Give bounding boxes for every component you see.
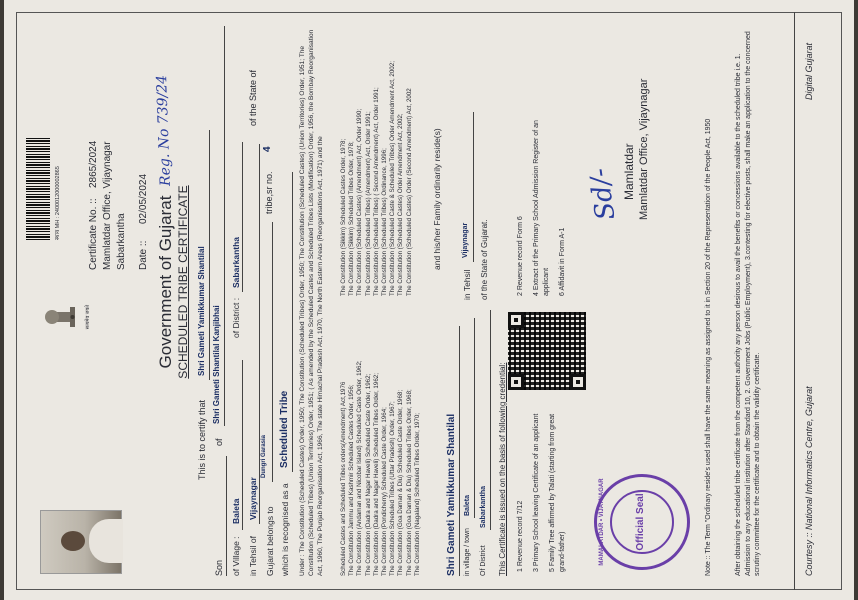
tribe-sr-value: 4: [262, 146, 273, 152]
barcode-text: स्थाय MH : 2400012000002865: [55, 166, 61, 240]
order-left: The Constitution (Dadra and Nagar Haveli) Scheduled Caste Order, 1962;: [364, 373, 372, 576]
certificate-no: 2865/2024: [88, 140, 99, 188]
of-state: of the State of Gujarat.: [480, 219, 489, 300]
government-heading: Government of Gujarat: [156, 195, 175, 369]
orders-right-list: [340, 20, 414, 296]
barcode: [26, 136, 50, 240]
son-label: Son: [214, 559, 224, 576]
person-name: Shri Gameti Yamikkumar Shantilal: [197, 246, 206, 376]
order-right: The Constitution (Scheduled Castes) Order (Second Amendment) Act, 2002: [405, 88, 413, 296]
rotated-document: [4, 0, 854, 600]
certify-prefix: This is to certify that: [197, 399, 207, 480]
note-text: Note :: The Term "Ordinary reside's used shall have the same meaning as assigned to it in Section 20 of the Representation of the People Act, 1950: [705, 118, 712, 576]
certificate-no-label: Certificate No. ::: [88, 198, 99, 270]
order-left: The Constitution (Pondicherry) Scheduled Caste Order, 1964;: [381, 407, 389, 576]
gujarat-belongs: Gujarat belongs to: [265, 506, 275, 576]
credential-item: 4 Extract of the Primary School Admission Register of an applicant: [533, 120, 550, 296]
credential-item: 6 Affidavit in Form A-1: [559, 227, 566, 296]
order-left: Scheduled Castes and Scheduled Tribes orders(Amendment) Act,1976: [340, 381, 347, 576]
qr-corner: [570, 374, 586, 390]
footer-divider: [794, 12, 795, 590]
order-left: The Constitution (Dadra and Nagar Haveli) Scheduled Tribes Order, 1962;: [372, 373, 380, 576]
signer-office: Mamlatdar Office, Vijaynagar: [638, 78, 650, 220]
national-emblem: [44, 300, 91, 334]
signer-title: Mamlatdar: [622, 143, 636, 200]
orders-left-list: [340, 306, 422, 576]
order-right: The Constitution (Scheduled Castes) (Amendment) Act, Order 1990;: [356, 108, 364, 296]
credential-item: 5 Family Tree affirmed by Talati (starting from great grand-father): [549, 413, 566, 572]
certificate-border: [16, 12, 842, 590]
name-again: Shri Gameti Yamikkumar Shantilal: [446, 413, 457, 576]
in-village-value: Baleta: [464, 494, 471, 516]
in-tehsil-value: Vijaynagar: [462, 222, 469, 258]
footer-left: Courtesy :: National Informatics Centre, Gujarat: [804, 386, 814, 576]
village-label: of Village :: [231, 536, 241, 576]
village-value: Baleta: [231, 498, 241, 524]
date-label: Date ::: [138, 240, 149, 270]
applicant-photo: [40, 510, 122, 574]
credential-item: 3 Primary School leaving Certificate of an applicant: [533, 413, 540, 572]
order-right: The Constitution (Scheduled Caste & Scheduled Tribes) Order Amendment Act, 2002;: [389, 61, 397, 296]
credential-item: 2 Revenue record Form 6: [517, 216, 524, 296]
credential-item: 1 Revenue record 7/12: [517, 500, 524, 572]
certificate-title: SCHEDULED TRIBE CERTIFICATE: [176, 185, 190, 379]
tribe-sr-label: tribe,sr no.: [264, 171, 274, 214]
qr-corner: [508, 374, 524, 390]
district-underline: [242, 142, 243, 292]
photo-face: [61, 531, 85, 551]
footer-right: Digital Gujarat: [804, 42, 814, 100]
tehsil-underline: [259, 144, 260, 524]
state-suffix: of the State of: [248, 69, 258, 126]
in-village-label: in village / town: [464, 528, 471, 576]
official-stamp: [594, 474, 690, 570]
father-name: Shri Gameti Shantilal Kanjibhai: [212, 305, 221, 424]
order-left: The Constitution Scheduled Tribes (Uttar Pradesh) Order, 1967;: [389, 401, 397, 576]
stamp-outer-text: MAMALATDAR • VIJAYNAGAR: [599, 478, 605, 566]
tehsil-value: Vijaynagar: [248, 477, 258, 520]
office-line1: Mamlatdar Office, Vijaynagar: [102, 141, 113, 270]
credential-title: This Certificate is issued on the basis of following credential:: [498, 362, 507, 576]
date-value: 02/05/2024: [138, 173, 149, 224]
order-right: The Constitution (Scheduled Tribes) (Amendment) Act, Order 1991;: [364, 111, 372, 296]
recognised-value: Scheduled Tribe: [279, 390, 290, 468]
recognised-underline: [292, 172, 293, 472]
order-left: The Constitution Jammu and Kashmir Scheduled Castes Order, 1956;: [348, 384, 356, 576]
order-right: The Constitution (Scheduled Tribes) Ordinance, 1996;: [381, 148, 389, 296]
signature: Sd/-: [584, 166, 622, 222]
emblem-caption: सत्यमेव जयते: [85, 304, 91, 330]
emblem-icon: [44, 300, 80, 334]
order-right: The Constitution (Scheduled Castes) Order Amendment Act, 2002;: [397, 113, 405, 296]
credentials-right: [516, 116, 568, 296]
tribe-value: Dungri Garasia: [261, 434, 267, 478]
under-paragraph: Under : The Constitution (Scheduled Castes) Order, 1950; The Constitution (Scheduled Tribes) Order, 1950; The Constitution (Scheduled Castes) (Union Territories) Order, 1951; The Constitution (Scheduled Tribes) (Union Territories) Order, 1951; ( As amended by the Scheduled Castes and Scheduled Tribes Lists (Modification) Order, 1956, the Bombay Reorganisation Act, 1960, The Punjab Reorganisation Act, 1966, The state Himachal Pradesh Act, 1970, The North Eastern Areas (Reorganisations Act, 1971) and the: [299, 29, 324, 576]
of-district-underline: [490, 310, 491, 530]
name-underline: [209, 130, 210, 380]
tribe-underline: [272, 222, 273, 482]
order-left: The Constitution (Nagaland) Scheduled Tribes Order, 1970;: [413, 412, 421, 576]
office-line2: Sabarkantha: [116, 213, 127, 270]
of-district-label: Of District: [480, 545, 487, 576]
of-label: of: [214, 438, 224, 446]
family-resides: and his/her Family ordinarily reside(s): [432, 128, 442, 270]
order-left: The Constitution (Goa Daman & Diu) Scheduled Caste Order, 1968;: [397, 389, 405, 576]
of-district-value: Sabarkantha: [480, 485, 487, 528]
district-label: of District :: [231, 297, 241, 338]
in-tehsil-label: in Tehsil: [462, 269, 472, 300]
in-tehsil-underline: [473, 112, 474, 262]
order-right: The Constitution (Sikkim) Scheduled Tribes Order, 1978;: [348, 141, 356, 296]
recognised-label: which is recognised as a: [280, 483, 290, 576]
village-underline: [242, 360, 243, 530]
qr-corner: [508, 312, 524, 328]
son-underline: [226, 456, 227, 576]
tehsil-label: in Tehsil of: [248, 535, 258, 576]
qr-code: [508, 312, 586, 390]
father-underline: [224, 26, 225, 426]
stamp-inner-text: Official Seal: [635, 493, 646, 551]
credentials-left: [516, 398, 568, 572]
order-right: The Constitution (Sikkim) Scheduled Castes Order, 1978;: [340, 138, 347, 296]
photo-shoulders: [89, 519, 123, 563]
order-left: The Constitution (Goa Daman & Diu) Scheduled Tribes Order, 1968;: [405, 389, 413, 576]
in-village-underline: [474, 318, 475, 518]
order-left: The Constitution (Andaman and Nicobar Island) Scheduled Caste Order, 1962;: [356, 360, 364, 576]
name-again-underline: [459, 326, 460, 576]
certificate-paper: [4, 0, 854, 600]
reg-no-handwritten: Reg. No 739/24: [154, 74, 174, 187]
district-value: Sabarkantha: [231, 236, 241, 288]
order-right: The Constitution (Scheduled Tribes) ( Second Amendment) Act, Order 1991;: [372, 87, 380, 296]
after-text: After obtaining the scheduled tribe certificate from the competent authority any person desirous to avail the benefits or concessions available to the scheduled tribe i.e. 1. Admission to any educational institution after Standard 10, 2. Government Jobs (Public Employment), 3.contesting for elective posts, shall make an application to the concerned scrutiny committee for the certificate and to obtain the validity certificate.: [735, 31, 761, 576]
